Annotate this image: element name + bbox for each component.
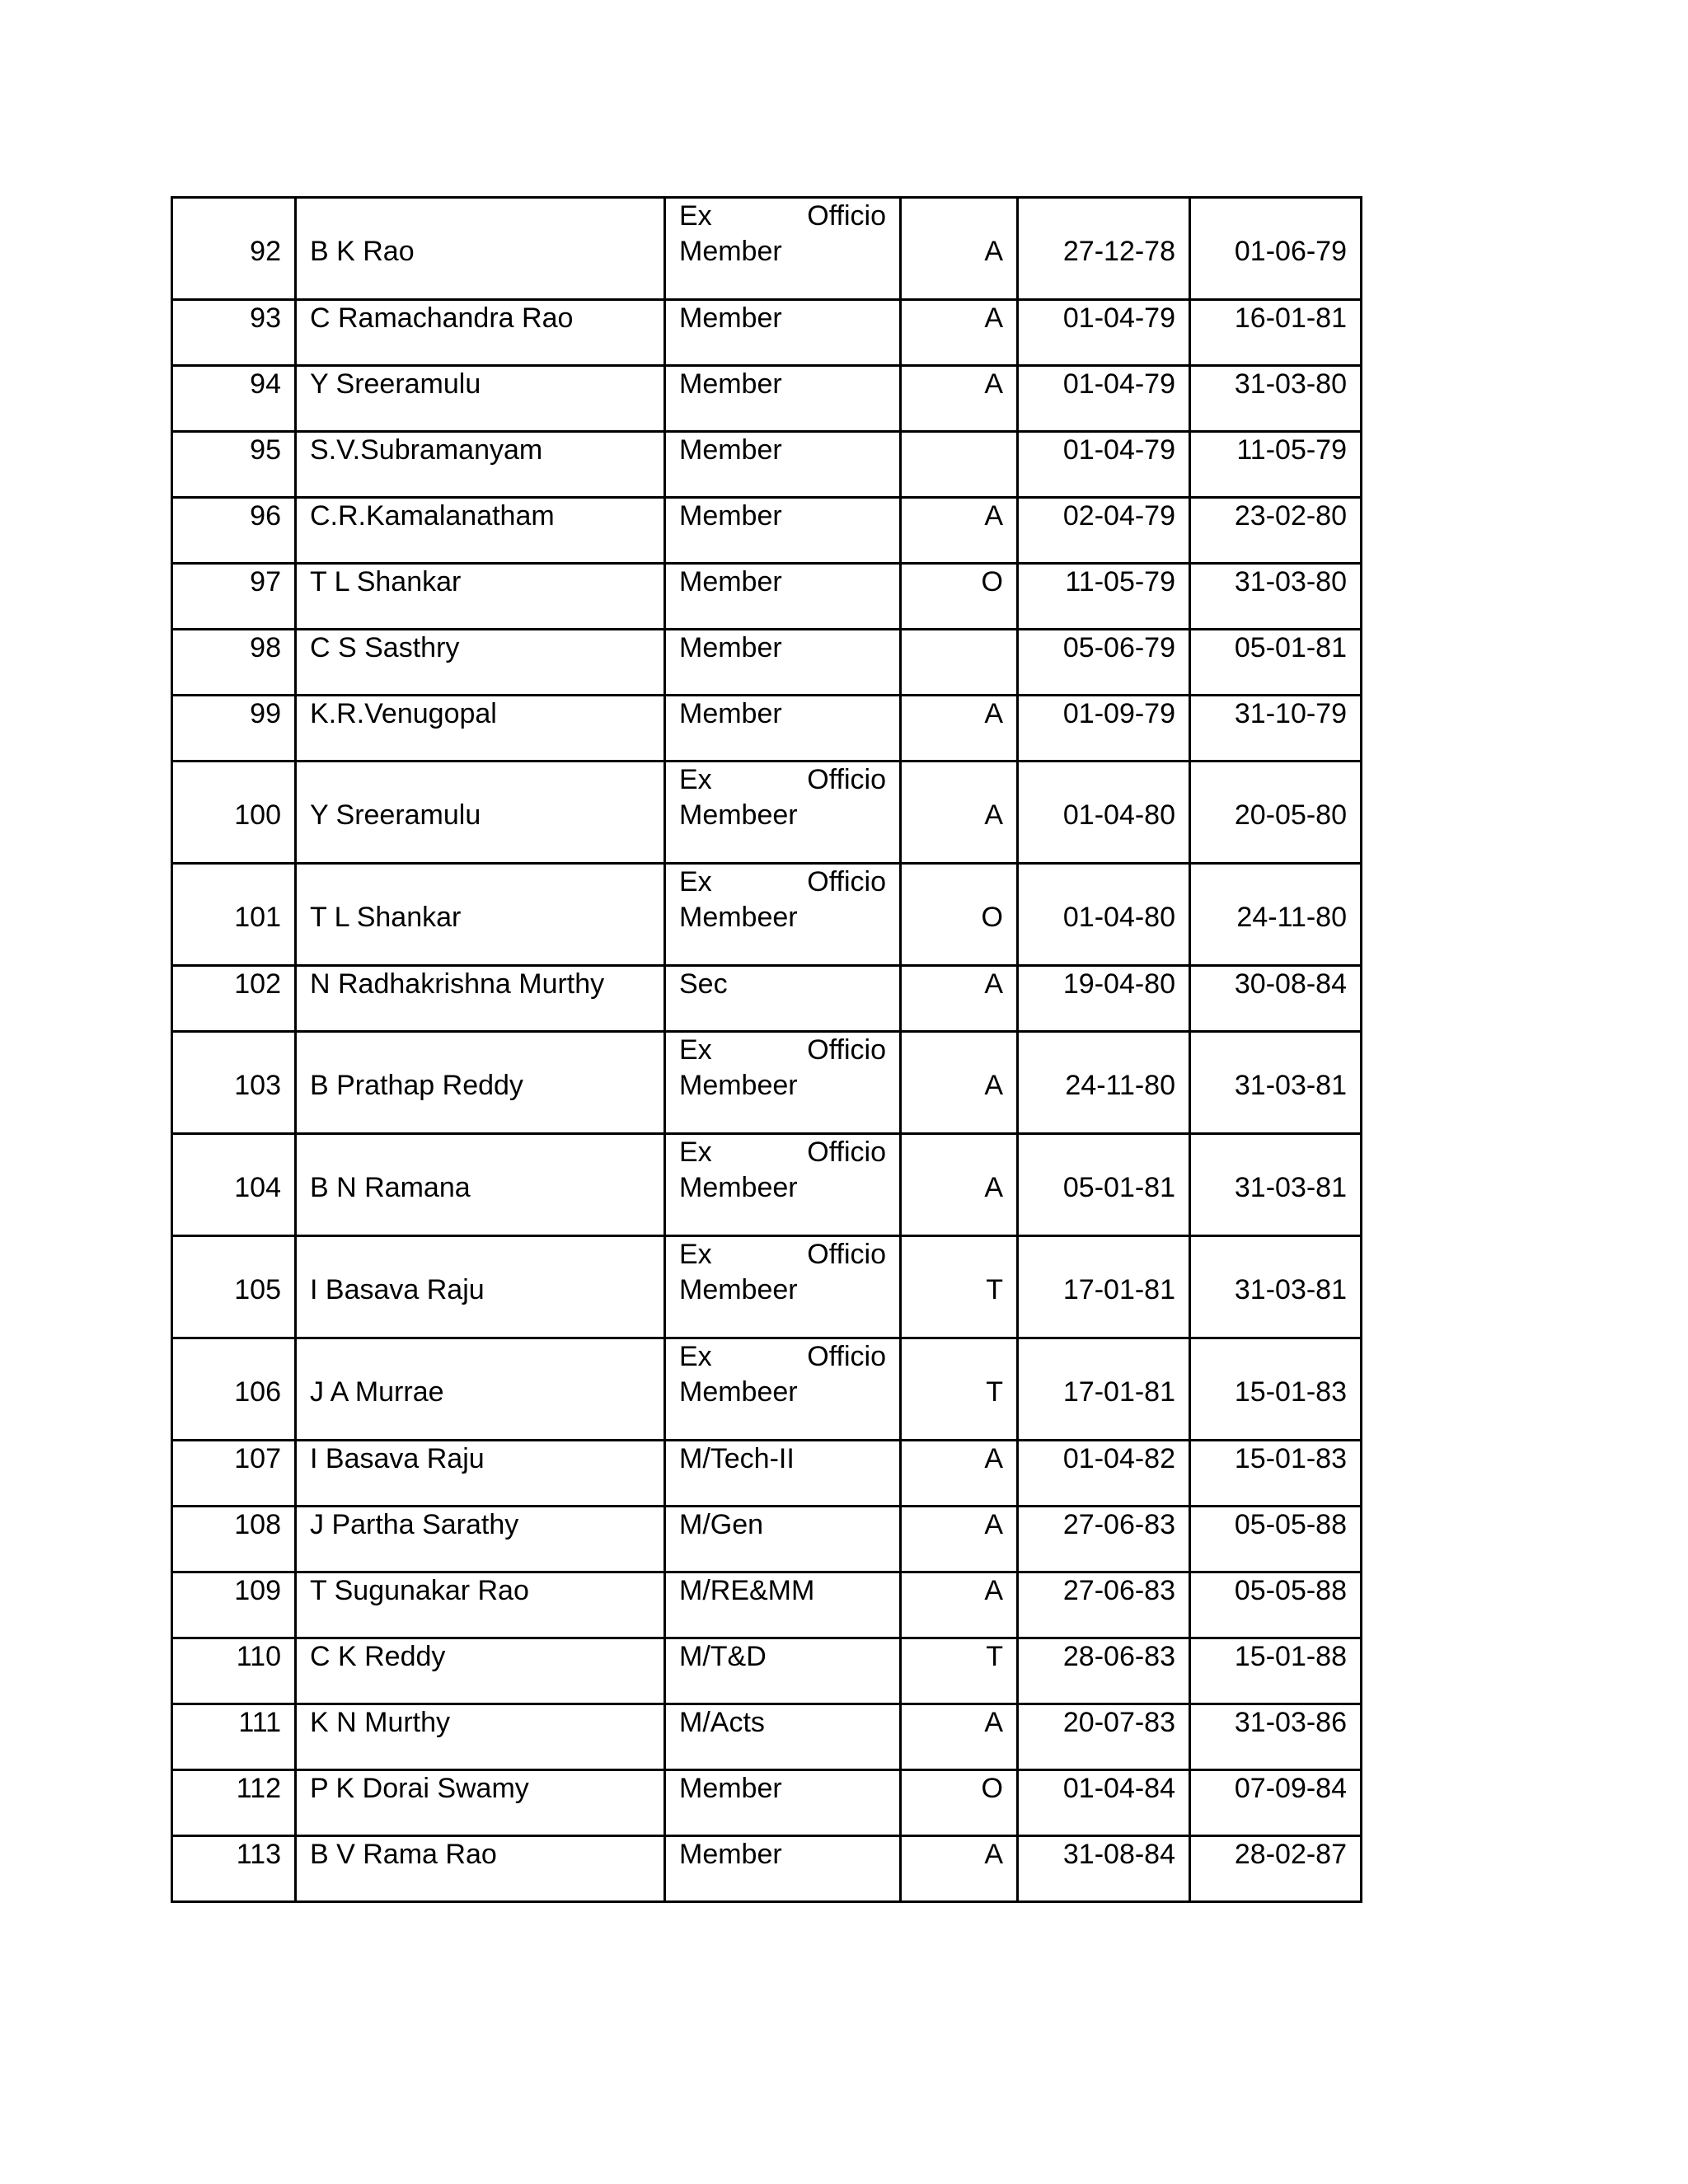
category-cell: A — [901, 1032, 1018, 1134]
designation-word: Ex — [679, 1137, 712, 1168]
designation-cell — [665, 1836, 901, 1902]
designation-cell — [665, 1572, 901, 1638]
serial-number-cell: 98 — [172, 630, 296, 696]
to-date-cell: 31-03-80 — [1190, 564, 1362, 630]
serial-number-cell: 108 — [172, 1507, 296, 1572]
category-cell — [901, 432, 1018, 498]
designation-cell — [665, 1770, 901, 1836]
member-name-cell: K.R.Venugopal — [296, 696, 665, 762]
member-name-cell: T Sugunakar Rao — [296, 1572, 665, 1638]
designation-cell — [665, 564, 901, 630]
designation-word: Officio — [807, 200, 886, 232]
designation-text: M/Tech-II — [679, 1443, 795, 1474]
category-cell: T — [901, 1638, 1018, 1704]
designation-cell — [665, 696, 901, 762]
designation-word: Officio — [807, 764, 886, 795]
from-date-cell: 01-04-79 — [1018, 366, 1190, 432]
member-name-cell: B N Ramana — [296, 1134, 665, 1236]
designation-cell — [665, 498, 901, 564]
designation-cell — [665, 1441, 901, 1507]
designation-cell — [665, 762, 901, 864]
from-date-cell: 27-06-83 — [1018, 1507, 1190, 1572]
to-date-cell: 05-01-81 — [1190, 630, 1362, 696]
designation-cell — [665, 1338, 901, 1441]
table-row — [172, 696, 1362, 762]
designation-text: M/Gen — [679, 1509, 764, 1540]
from-date-cell: 01-04-79 — [1018, 432, 1190, 498]
category-cell: T — [901, 1236, 1018, 1338]
designation-line-1 — [679, 199, 886, 234]
designation-word: Officio — [807, 866, 886, 898]
to-date-cell: 24-11-80 — [1190, 864, 1362, 966]
category-cell: A — [901, 1134, 1018, 1236]
serial-number-cell: 106 — [172, 1338, 296, 1441]
table-row — [172, 1338, 1362, 1441]
serial-number-cell: 104 — [172, 1134, 296, 1236]
designation-line-2: Membeer — [679, 799, 798, 831]
member-name-cell: T L Shankar — [296, 864, 665, 966]
designation-word: Ex — [679, 1034, 712, 1066]
designation-text: Member — [679, 368, 782, 400]
to-date-cell: 05-05-88 — [1190, 1507, 1362, 1572]
designation-text: Sec — [679, 968, 728, 1000]
serial-number-cell: 101 — [172, 864, 296, 966]
member-name-cell: I Basava Raju — [296, 1236, 665, 1338]
designation-line-2: Membeer — [679, 1274, 798, 1305]
category-cell: A — [901, 1441, 1018, 1507]
from-date-cell: 31-08-84 — [1018, 1836, 1190, 1902]
from-date-cell: 27-12-78 — [1018, 198, 1190, 300]
designation-line-1 — [679, 1033, 886, 1068]
to-date-cell: 31-03-81 — [1190, 1134, 1362, 1236]
from-date-cell: 05-01-81 — [1018, 1134, 1190, 1236]
from-date-cell: 19-04-80 — [1018, 966, 1190, 1032]
to-date-cell: 15-01-88 — [1190, 1638, 1362, 1704]
category-cell: A — [901, 1507, 1018, 1572]
to-date-cell: 31-03-81 — [1190, 1032, 1362, 1134]
designation-cell — [665, 198, 901, 300]
from-date-cell: 17-01-81 — [1018, 1236, 1190, 1338]
category-cell: A — [901, 498, 1018, 564]
serial-number-cell: 94 — [172, 366, 296, 432]
category-cell: O — [901, 864, 1018, 966]
designation-cell — [665, 966, 901, 1032]
member-name-cell: J Partha Sarathy — [296, 1507, 665, 1572]
member-name-cell: Y Sreeramulu — [296, 762, 665, 864]
table-row — [172, 864, 1362, 966]
from-date-cell: 05-06-79 — [1018, 630, 1190, 696]
member-name-cell: J A Murrae — [296, 1338, 665, 1441]
designation-word: Ex — [679, 1341, 712, 1372]
designation-word: Officio — [807, 1034, 886, 1066]
from-date-cell: 17-01-81 — [1018, 1338, 1190, 1441]
category-cell — [901, 630, 1018, 696]
from-date-cell: 28-06-83 — [1018, 1638, 1190, 1704]
serial-number-cell: 105 — [172, 1236, 296, 1338]
to-date-cell: 15-01-83 — [1190, 1441, 1362, 1507]
from-date-cell: 01-04-80 — [1018, 864, 1190, 966]
table-row — [172, 1441, 1362, 1507]
table-row — [172, 498, 1362, 564]
member-name-cell: K N Murthy — [296, 1704, 665, 1770]
to-date-cell: 31-03-80 — [1190, 366, 1362, 432]
designation-word: Officio — [807, 1137, 886, 1168]
to-date-cell: 23-02-80 — [1190, 498, 1362, 564]
category-cell: A — [901, 300, 1018, 366]
serial-number-cell: 102 — [172, 966, 296, 1032]
table-row — [172, 762, 1362, 864]
member-name-cell: B K Rao — [296, 198, 665, 300]
designation-text: Member — [679, 698, 782, 729]
from-date-cell: 01-09-79 — [1018, 696, 1190, 762]
to-date-cell: 01-06-79 — [1190, 198, 1362, 300]
from-date-cell: 24-11-80 — [1018, 1032, 1190, 1134]
category-cell: A — [901, 1836, 1018, 1902]
category-cell: A — [901, 1572, 1018, 1638]
designation-text: Member — [679, 302, 782, 334]
member-name-cell: B V Rama Rao — [296, 1836, 665, 1902]
designation-word: Officio — [807, 1239, 886, 1270]
table-row — [172, 300, 1362, 366]
category-cell: A — [901, 198, 1018, 300]
table-row — [172, 432, 1362, 498]
to-date-cell: 31-10-79 — [1190, 696, 1362, 762]
members-table — [171, 196, 1362, 1903]
member-name-cell: S.V.Subramanyam — [296, 432, 665, 498]
table-row — [172, 198, 1362, 300]
designation-line-1 — [679, 865, 886, 900]
serial-number-cell: 113 — [172, 1836, 296, 1902]
designation-text: M/RE&MM — [679, 1575, 815, 1606]
designation-cell — [665, 366, 901, 432]
category-cell: A — [901, 696, 1018, 762]
table-row — [172, 1572, 1362, 1638]
designation-text: Member — [679, 500, 782, 532]
from-date-cell: 01-04-79 — [1018, 300, 1190, 366]
category-cell: A — [901, 966, 1018, 1032]
table-row — [172, 366, 1362, 432]
designation-cell — [665, 1236, 901, 1338]
serial-number-cell: 97 — [172, 564, 296, 630]
table-row — [172, 1236, 1362, 1338]
serial-number-cell: 109 — [172, 1572, 296, 1638]
designation-text: Member — [679, 566, 782, 598]
table-row — [172, 966, 1362, 1032]
category-cell: O — [901, 1770, 1018, 1836]
to-date-cell: 05-05-88 — [1190, 1572, 1362, 1638]
to-date-cell: 16-01-81 — [1190, 300, 1362, 366]
to-date-cell: 31-03-86 — [1190, 1704, 1362, 1770]
category-cell: A — [901, 366, 1018, 432]
designation-word: Ex — [679, 200, 712, 232]
serial-number-cell: 92 — [172, 198, 296, 300]
member-name-cell: C Ramachandra Rao — [296, 300, 665, 366]
serial-number-cell: 110 — [172, 1638, 296, 1704]
serial-number-cell: 100 — [172, 762, 296, 864]
designation-text: M/Acts — [679, 1707, 765, 1738]
category-cell: A — [901, 1704, 1018, 1770]
designation-line-1 — [679, 1339, 886, 1375]
designation-word: Ex — [679, 764, 712, 795]
designation-text: Member — [679, 632, 782, 663]
to-date-cell: 15-01-83 — [1190, 1338, 1362, 1441]
designation-cell — [665, 630, 901, 696]
designation-text: M/T&D — [679, 1641, 767, 1672]
table-row — [172, 1507, 1362, 1572]
table-row — [172, 1134, 1362, 1236]
from-date-cell: 01-04-80 — [1018, 762, 1190, 864]
serial-number-cell: 95 — [172, 432, 296, 498]
designation-word: Officio — [807, 1341, 886, 1372]
from-date-cell: 01-04-84 — [1018, 1770, 1190, 1836]
designation-cell — [665, 1507, 901, 1572]
designation-line-2: Membeer — [679, 902, 798, 933]
member-name-cell: Y Sreeramulu — [296, 366, 665, 432]
table-row — [172, 564, 1362, 630]
designation-cell — [665, 1032, 901, 1134]
designation-line-1 — [679, 762, 886, 798]
category-cell: A — [901, 762, 1018, 864]
serial-number-cell: 112 — [172, 1770, 296, 1836]
member-name-cell: C S Sasthry — [296, 630, 665, 696]
table-row — [172, 1638, 1362, 1704]
serial-number-cell: 103 — [172, 1032, 296, 1134]
designation-cell — [665, 1134, 901, 1236]
member-name-cell: I Basava Raju — [296, 1441, 665, 1507]
to-date-cell: 11-05-79 — [1190, 432, 1362, 498]
table-row — [172, 1032, 1362, 1134]
to-date-cell: 07-09-84 — [1190, 1770, 1362, 1836]
designation-cell — [665, 432, 901, 498]
serial-number-cell: 111 — [172, 1704, 296, 1770]
designation-line-2: Membeer — [679, 1172, 798, 1203]
table-row — [172, 1770, 1362, 1836]
table-row — [172, 630, 1362, 696]
category-cell: T — [901, 1338, 1018, 1441]
from-date-cell: 20-07-83 — [1018, 1704, 1190, 1770]
designation-text: Member — [679, 1839, 782, 1870]
to-date-cell: 30-08-84 — [1190, 966, 1362, 1032]
serial-number-cell: 93 — [172, 300, 296, 366]
to-date-cell: 28-02-87 — [1190, 1836, 1362, 1902]
table-row — [172, 1704, 1362, 1770]
designation-cell — [665, 864, 901, 966]
from-date-cell: 27-06-83 — [1018, 1572, 1190, 1638]
designation-line-1 — [679, 1135, 886, 1170]
members-table-body — [172, 198, 1362, 1902]
designation-word: Ex — [679, 1239, 712, 1270]
member-name-cell: P K Dorai Swamy — [296, 1770, 665, 1836]
serial-number-cell: 107 — [172, 1441, 296, 1507]
member-name-cell: C K Reddy — [296, 1638, 665, 1704]
from-date-cell: 01-04-82 — [1018, 1441, 1190, 1507]
to-date-cell: 20-05-80 — [1190, 762, 1362, 864]
designation-text: Member — [679, 434, 782, 466]
designation-line-2: Membeer — [679, 1376, 798, 1408]
designation-cell — [665, 1638, 901, 1704]
serial-number-cell: 96 — [172, 498, 296, 564]
designation-cell — [665, 300, 901, 366]
designation-text: Member — [679, 1773, 782, 1804]
category-cell: O — [901, 564, 1018, 630]
to-date-cell: 31-03-81 — [1190, 1236, 1362, 1338]
designation-line-2: Membeer — [679, 1070, 798, 1101]
member-name-cell: T L Shankar — [296, 564, 665, 630]
designation-cell — [665, 1704, 901, 1770]
designation-line-1 — [679, 1237, 886, 1272]
member-name-cell: C.R.Kamalanatham — [296, 498, 665, 564]
member-name-cell: B Prathap Reddy — [296, 1032, 665, 1134]
serial-number-cell: 99 — [172, 696, 296, 762]
designation-word: Ex — [679, 866, 712, 898]
from-date-cell: 11-05-79 — [1018, 564, 1190, 630]
table-row — [172, 1836, 1362, 1902]
designation-line-2: Member — [679, 236, 782, 267]
from-date-cell: 02-04-79 — [1018, 498, 1190, 564]
member-name-cell: N Radhakrishna Murthy — [296, 966, 665, 1032]
